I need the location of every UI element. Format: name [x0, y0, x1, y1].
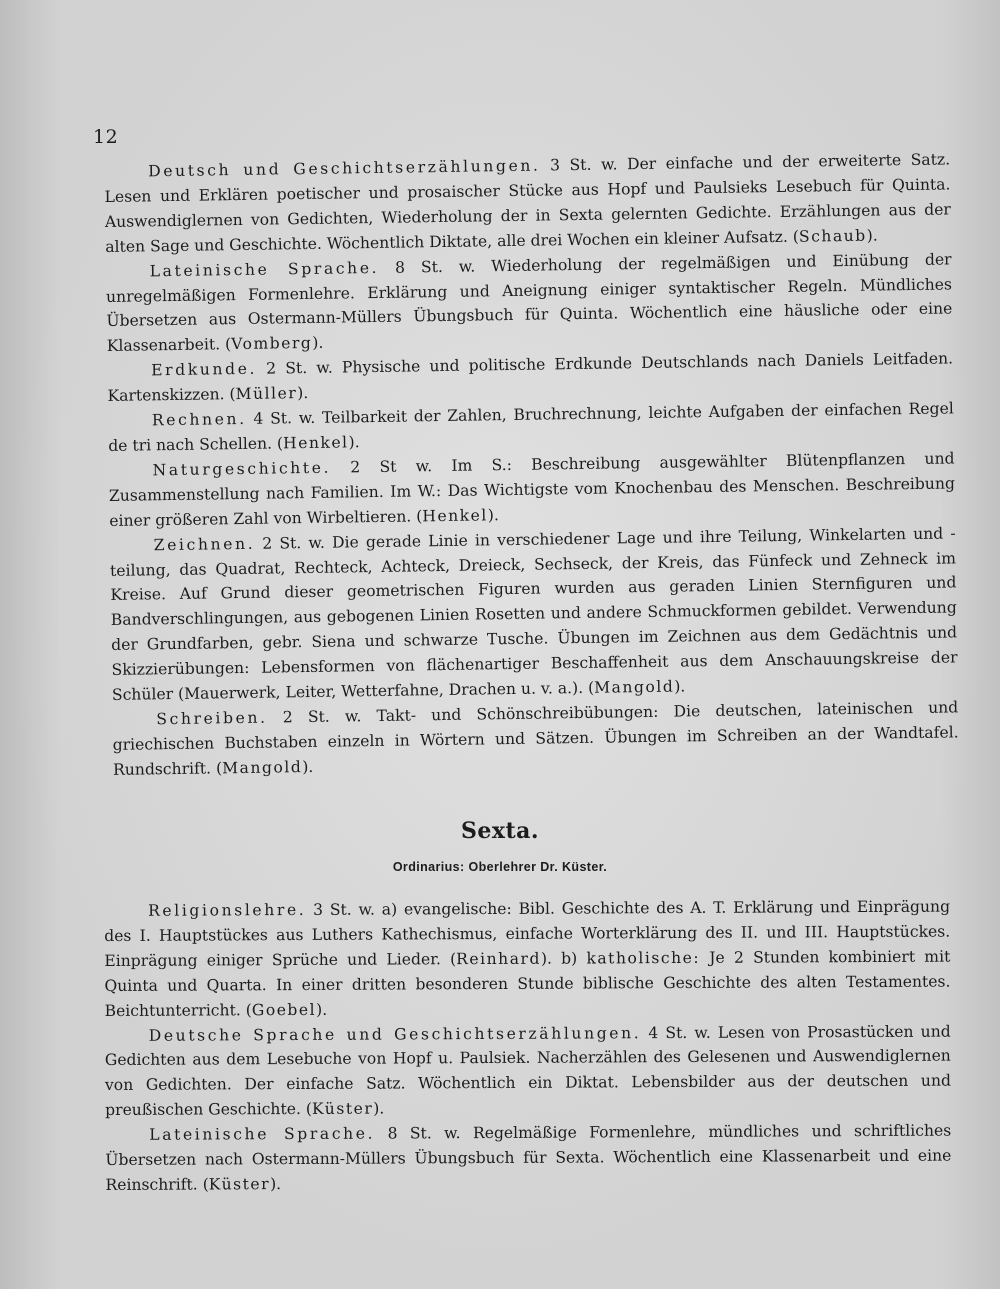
subject-title: Naturgeschichte.: [152, 458, 332, 480]
subject-paragraph: [112, 695, 959, 782]
subject-title: Deutsch und Geschichtserzählungen.: [148, 156, 541, 181]
lower-text-block: [104, 895, 952, 1198]
paragraph-text: ).: [866, 226, 878, 245]
paragraph-text: Je 2 Stunden kombiniert mit Quinta und Quarta. In einer dritten besonderen Stunde biblische Geschichte des alten Testamentes. Beichtunterricht. (: [104, 947, 951, 1020]
upper-text-block: [104, 147, 959, 782]
spaced-name: Reinhard: [456, 949, 541, 968]
subject-title: Schreiben.: [156, 708, 268, 729]
spaced-name: Goebel: [251, 1000, 317, 1019]
paragraph-text: ).: [316, 1000, 328, 1019]
spaced-name: Mangold: [593, 677, 675, 697]
page-number: 12: [93, 126, 119, 148]
subject-paragraph: [110, 521, 958, 708]
paragraph-text: ).: [487, 505, 500, 525]
paragraph-text: 4 St. w. Teilbarkeit der Zahlen, Bruchrechnung, leichte Aufgaben der einfachen Regel de tri nach Schellen. (: [108, 399, 954, 455]
paragraph-text: ).: [312, 334, 324, 353]
paragraph-text: 8 St. w. Regelmäßige Formenlehre, mündliches und schriftliches Übersetzen nach Ostermann-Müllers Übungsbuch für Sexta. Wöchentlich eine Klassenarbeit und eine Reinschrift. (: [105, 1121, 952, 1194]
spaced-name: Vomberg: [231, 334, 313, 354]
paragraph-text: 3 St. w. Der einfache und der erweiterte Satz. Lesen und Erklären poetischer und prosaischer Stücke aus Hopf und Paulsieks Lesebuch für Quinta. Auswendiglernen von Gedichten, Wiederholung der in Sexta gelernten Gedichte. Erzählungen aus der alten Sage und Geschichte. Wöchentlich Diktate, alle drei Wochen ein kleiner Aufsatz. (: [104, 150, 951, 256]
paragraph-text: ).: [373, 1099, 385, 1118]
spaced-name: Henkel: [422, 506, 488, 526]
paragraph-text: ).: [297, 384, 309, 403]
subject-paragraph: [105, 1119, 951, 1198]
paragraph-text: 8 St. w. Wiederholung der regelmäßigen und Einübung der unregelmäßigen Formenlehre. Erklärung und Aneignung einiger syntaktischer Regeln. Mündliches Übersetzen aus Ostermann-Müllers Übungsbuch für Quinta. Wöchentlich eine häusliche oder eine Klassenarbeit. (: [105, 250, 953, 356]
subject-title: Religionslehre.: [148, 900, 307, 920]
spaced-name: katholische:: [586, 948, 701, 968]
subject-title: Lateinische Sprache.: [149, 1124, 376, 1144]
subject-title: Lateinische Sprache.: [149, 258, 380, 280]
paragraph-text: 3 St. w. a) evangelische: Bibl. Geschichte des A. T. Erklärung und Einprägung des I. Hauptstückes aus Luthers Kathechismus, einfache Worterklärung des II. und III. Hauptstückes. Einprägung einiger Sprüche und Lieder. (: [104, 897, 951, 970]
subject-title: Zeichnen.: [153, 534, 256, 554]
spaced-name: Mangold: [221, 757, 303, 778]
spaced-name: Müller: [235, 384, 298, 404]
subject-paragraph: [105, 247, 952, 359]
paragraph-text: ).: [302, 757, 314, 776]
paragraph-text: ).: [270, 1175, 282, 1194]
subject-paragraph: [105, 1019, 952, 1123]
paragraph-text: 4 St. w. Lesen von Prosastücken und Gedichten aus dem Lesebuche von Hopf u. Paulsiek. Nacherzählen des Gelesenen und Auswendiglernen von Gedichten. Der einfache Satz. Wöchentlich ein Diktat. Lebensbilder aus der deutschen und preußischen Geschichte. (: [104, 1022, 952, 1120]
paragraph-text: 2 St. w. Die gerade Linie in verschiedener Lage und ihre Teilung, Winkelarten und -teilung, das Quadrat, Rechteck, Achteck, Dreieck, Sechseck, der Kreis, das Fünfeck und Zehneck im Kreise. Auf Grund dieser geometrischen Figuren wurden aus geraden Linien Sternfiguren und Bandverschlingungen, aus gebogenen Linien Rosetten und andere Schmuckformen gebildet. Verwendung der Grundfarben, gebr. Siena und schwarze Tusche. Übungen im Zeichnen aus dem Gedächtnis und Skizzierübungen: Lebensformen von flächenartiger Beschaffenheit aus dem Anschauungskreise der Schüler (Mauerwerk, Leiter, Wetterfahne, Drachen u. v. a.). (: [109, 524, 958, 704]
spaced-name: Schaub: [798, 226, 867, 246]
subject-title: Deutsche Sprache und Geschichtserzählungen.: [148, 1023, 642, 1045]
subject-title: Rechnen.: [151, 409, 247, 430]
paragraph-text: 2 St w. Im S.: Beschreibung ausgewählter Blütenpflanzen und Zusammenstellung nach Familien. Im W.: Das Wichtigste vom Knochenbau des Menschen. Beschreibung einer größeren Zahl von Wirbeltieren. (: [108, 449, 956, 530]
spaced-name: Küster: [208, 1175, 271, 1194]
spaced-name: Henkel: [282, 433, 349, 453]
subject-title: Erdkunde.: [150, 360, 258, 380]
subject-paragraph: [104, 147, 951, 259]
subject-paragraph: [104, 895, 951, 1024]
paragraph-text: ). b): [540, 949, 587, 968]
paragraph-text: ).: [348, 433, 360, 452]
section-ordinarius: Ordinarius: Oberlehrer Dr. Küster.: [392, 860, 608, 874]
subject-paragraph: [108, 446, 955, 533]
paragraph-text: 2 St. w. Physische und politische Erdkunde Deutschlands nach Daniels Leitfaden. Kartenskizzen. (: [107, 349, 954, 406]
spaced-name: Küster: [311, 1099, 374, 1119]
section-title: Sexta.: [460, 818, 540, 844]
paragraph-text: 2 St. w. Takt- und Schönschreibübungen: Die deutschen, lateinischen und griechischen Buchstaben einzeln in Wörtern und Sätzen. Übungen im Schreiben an der Wandtafel. Rundschrift. (: [112, 698, 959, 779]
paragraph-text: ).: [674, 677, 686, 696]
